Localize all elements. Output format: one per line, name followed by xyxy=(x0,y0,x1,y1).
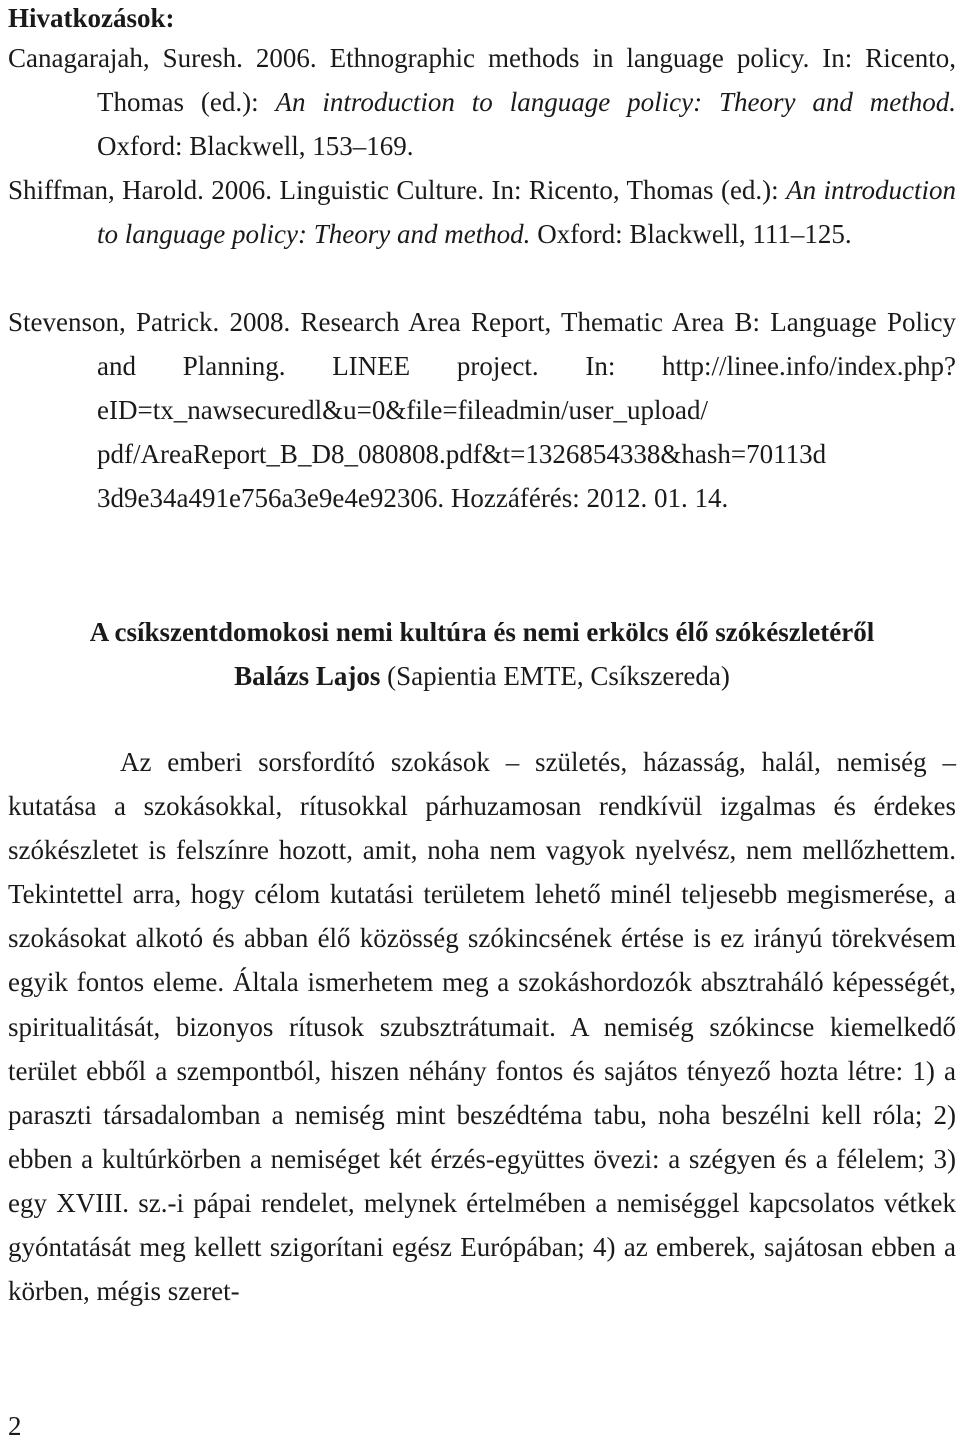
article-title: A csíkszentdomokosi nemi kultúra és nemi erkölcs élő szókészletéről xyxy=(89,617,875,647)
article-body-paragraph: Az emberi sorsfordító szokások – születés, házasság, halál, nemiség – kutatása a szokásokkal, rítusokkal párhuzamosan rendkívül izgalmas és érdekes szókészletet is felszínre hozott, amit, noha nem vagyok nyelvész, nem mellőzhettem. Tekintettel arra, hogy célom kutatási területem lehető minél teljesebb megismerése, a szokásokat alkotó és abban élő közösség szókincsének értése is ez irányú törekvésem egyik fontos eleme. Általa ismerhetem meg a szokáshordozók absztraháló képességét, spiritualitását, bizonyos rítusok szubsztrátumait. A nemiség szókincse kiemelkedő terület ebből a szempontból, hiszen néhány fontos és sajátos tényező hozta létre: 1) a paraszti társadalomban a nemiség mint beszédtéma tabu, noha beszélni kell róla; 2) ebben a kultúrkörben a nemiséget két érzés-együttes övezi: a szégyen és a félelem; 3) egy XVIII. sz.-i pápai rendelet, melynek értelmében a nemiséggel kapcsolatos vétkek gyóntatását meg kellett szigorítani egész Európában; 4) az emberek, sajátosan ebben a körben, mégis szeret- xyxy=(8,747,956,1307)
reference-publisher: Oxford: Blackwell, 111–125. xyxy=(530,219,852,249)
reference-text: Shiffman, Harold. 2006. Linguistic Culture. In: Ricento, Thomas (ed.): xyxy=(8,175,787,205)
reference-item-canagarajah xyxy=(8,36,956,168)
author-affiliation: (Sapientia EMTE, Csíkszereda) xyxy=(380,661,730,691)
reference-text: Stevenson, Patrick. 2008. Research Area Report, Thematic Area B: Language Policy and Planning. LINEE project. In: http://linee.info/index.php?eID=tx_nawsecuredl&u=0&file=fileadmin/user_upload/ pdf/AreaReport_B_D8_080808.pdf&t=1326854338&hash=70113d 3d9e34a491e756a3e9e4e92306. Hozzáférés: 2012. 01. 14. xyxy=(8,307,956,513)
reference-item-shiffman xyxy=(8,168,956,256)
reference-book-title: An introduction to language policy: Theory and method. xyxy=(275,87,956,117)
reference-book-title: An introduction to language policy: Theory and method. xyxy=(97,175,956,249)
author-name: Balázs Lajos xyxy=(234,661,381,691)
reference-text: Canagarajah, Suresh. 2006. Ethnographic methods in language policy. In: Ricento, Thomas (ed.): xyxy=(8,43,956,117)
reference-item-stevenson xyxy=(8,300,956,520)
references-heading: Hivatkozások: xyxy=(8,3,175,33)
reference-publisher: Oxford: Blackwell, 153–169. xyxy=(97,131,414,161)
page-number: 2 xyxy=(8,1411,22,1441)
article-author xyxy=(8,654,956,698)
